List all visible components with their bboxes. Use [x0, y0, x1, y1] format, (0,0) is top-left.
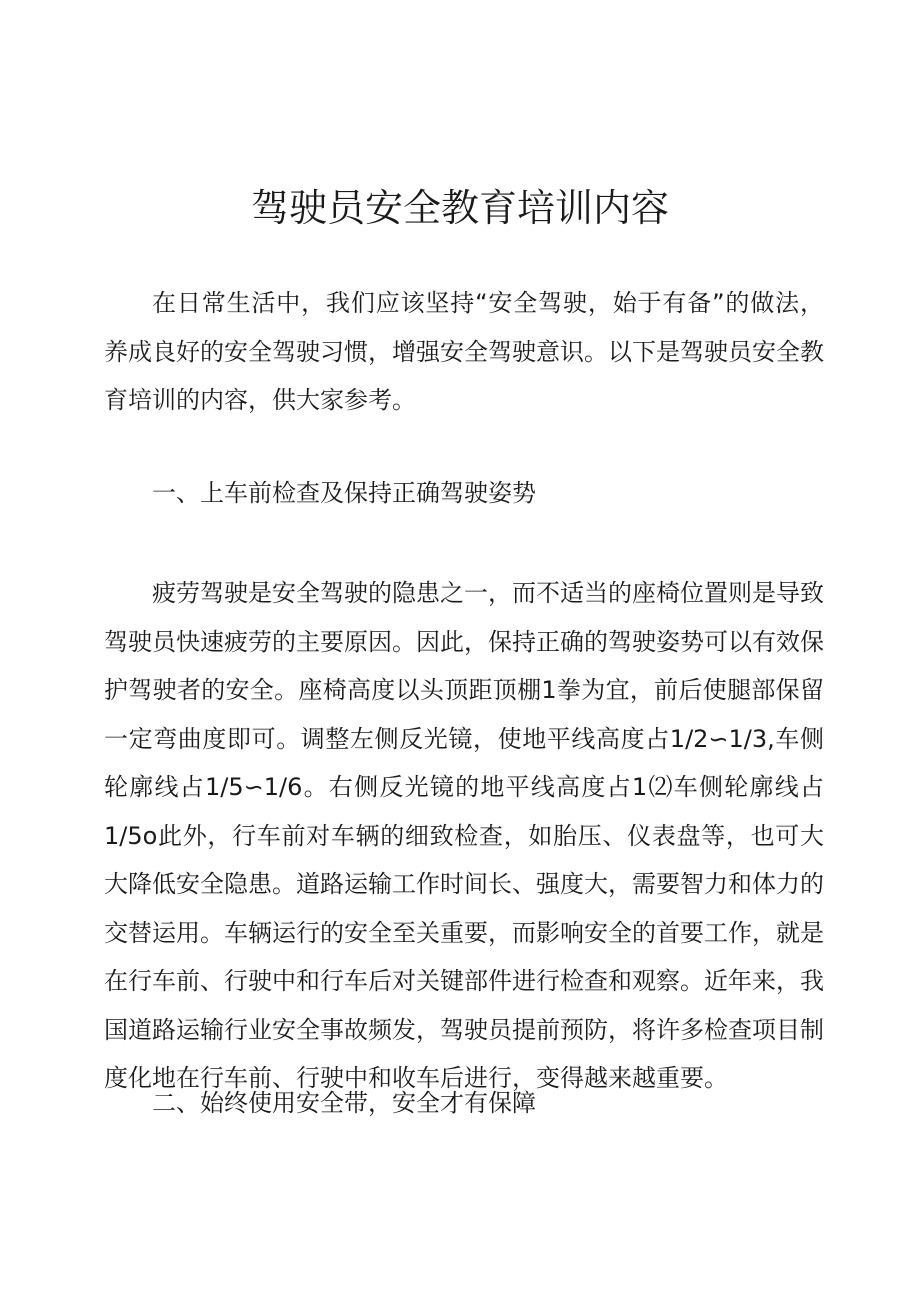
document-title: 驾驶员安全教育培训内容 [250, 186, 669, 230]
section-1-heading: 一、上车前检查及保持正确驾驶姿势 [152, 479, 536, 507]
intro-paragraph: 在日常生活中，我们应该坚持“安全驾驶，始于有备”的做法，养成良好的安全驾驶习惯，增强安全驾驶意识。以下是驾驶员安全教育培训的内容，供大家参考。 [104, 289, 824, 414]
section-2-heading: 二、始终使用安全带，安全才有保障 [152, 1089, 536, 1117]
section-1-body: 疲劳驾驶是安全驾驶的隐患之一，而不适当的座椅位置则是导致驾驶员快速疲劳的主要原因。因此，保持正确的驾驶姿势可以有效保护驾驶者的安全。座椅高度以头顶距顶棚1拳为宜，前后使腿部保留一定弯曲度即可。调整左侧反光镜，使地平线高度占1/2∽1/3,车侧轮廓线占1/5∽1/6。右侧反光镜的地平线高度占1⑵车侧轮廓线占1/5o此外，行车前对车辆的细致检查，如胎压、仪表盘等，也可大大降低安全隐患。道路运输工作时间长、强度大，需要智力和体力的交替运用。车辆运行的安全至关重要，而影响安全的首要工作，就是在行车前、行驶中和行车后对关键部件进行检查和观察。近年来，我国道路运输行业安全事故频发，驾驶员提前预防，将许多检查项目制度化地在行车前、行驶中和收车后进行，变得越来越重要。 [104, 579, 824, 1092]
